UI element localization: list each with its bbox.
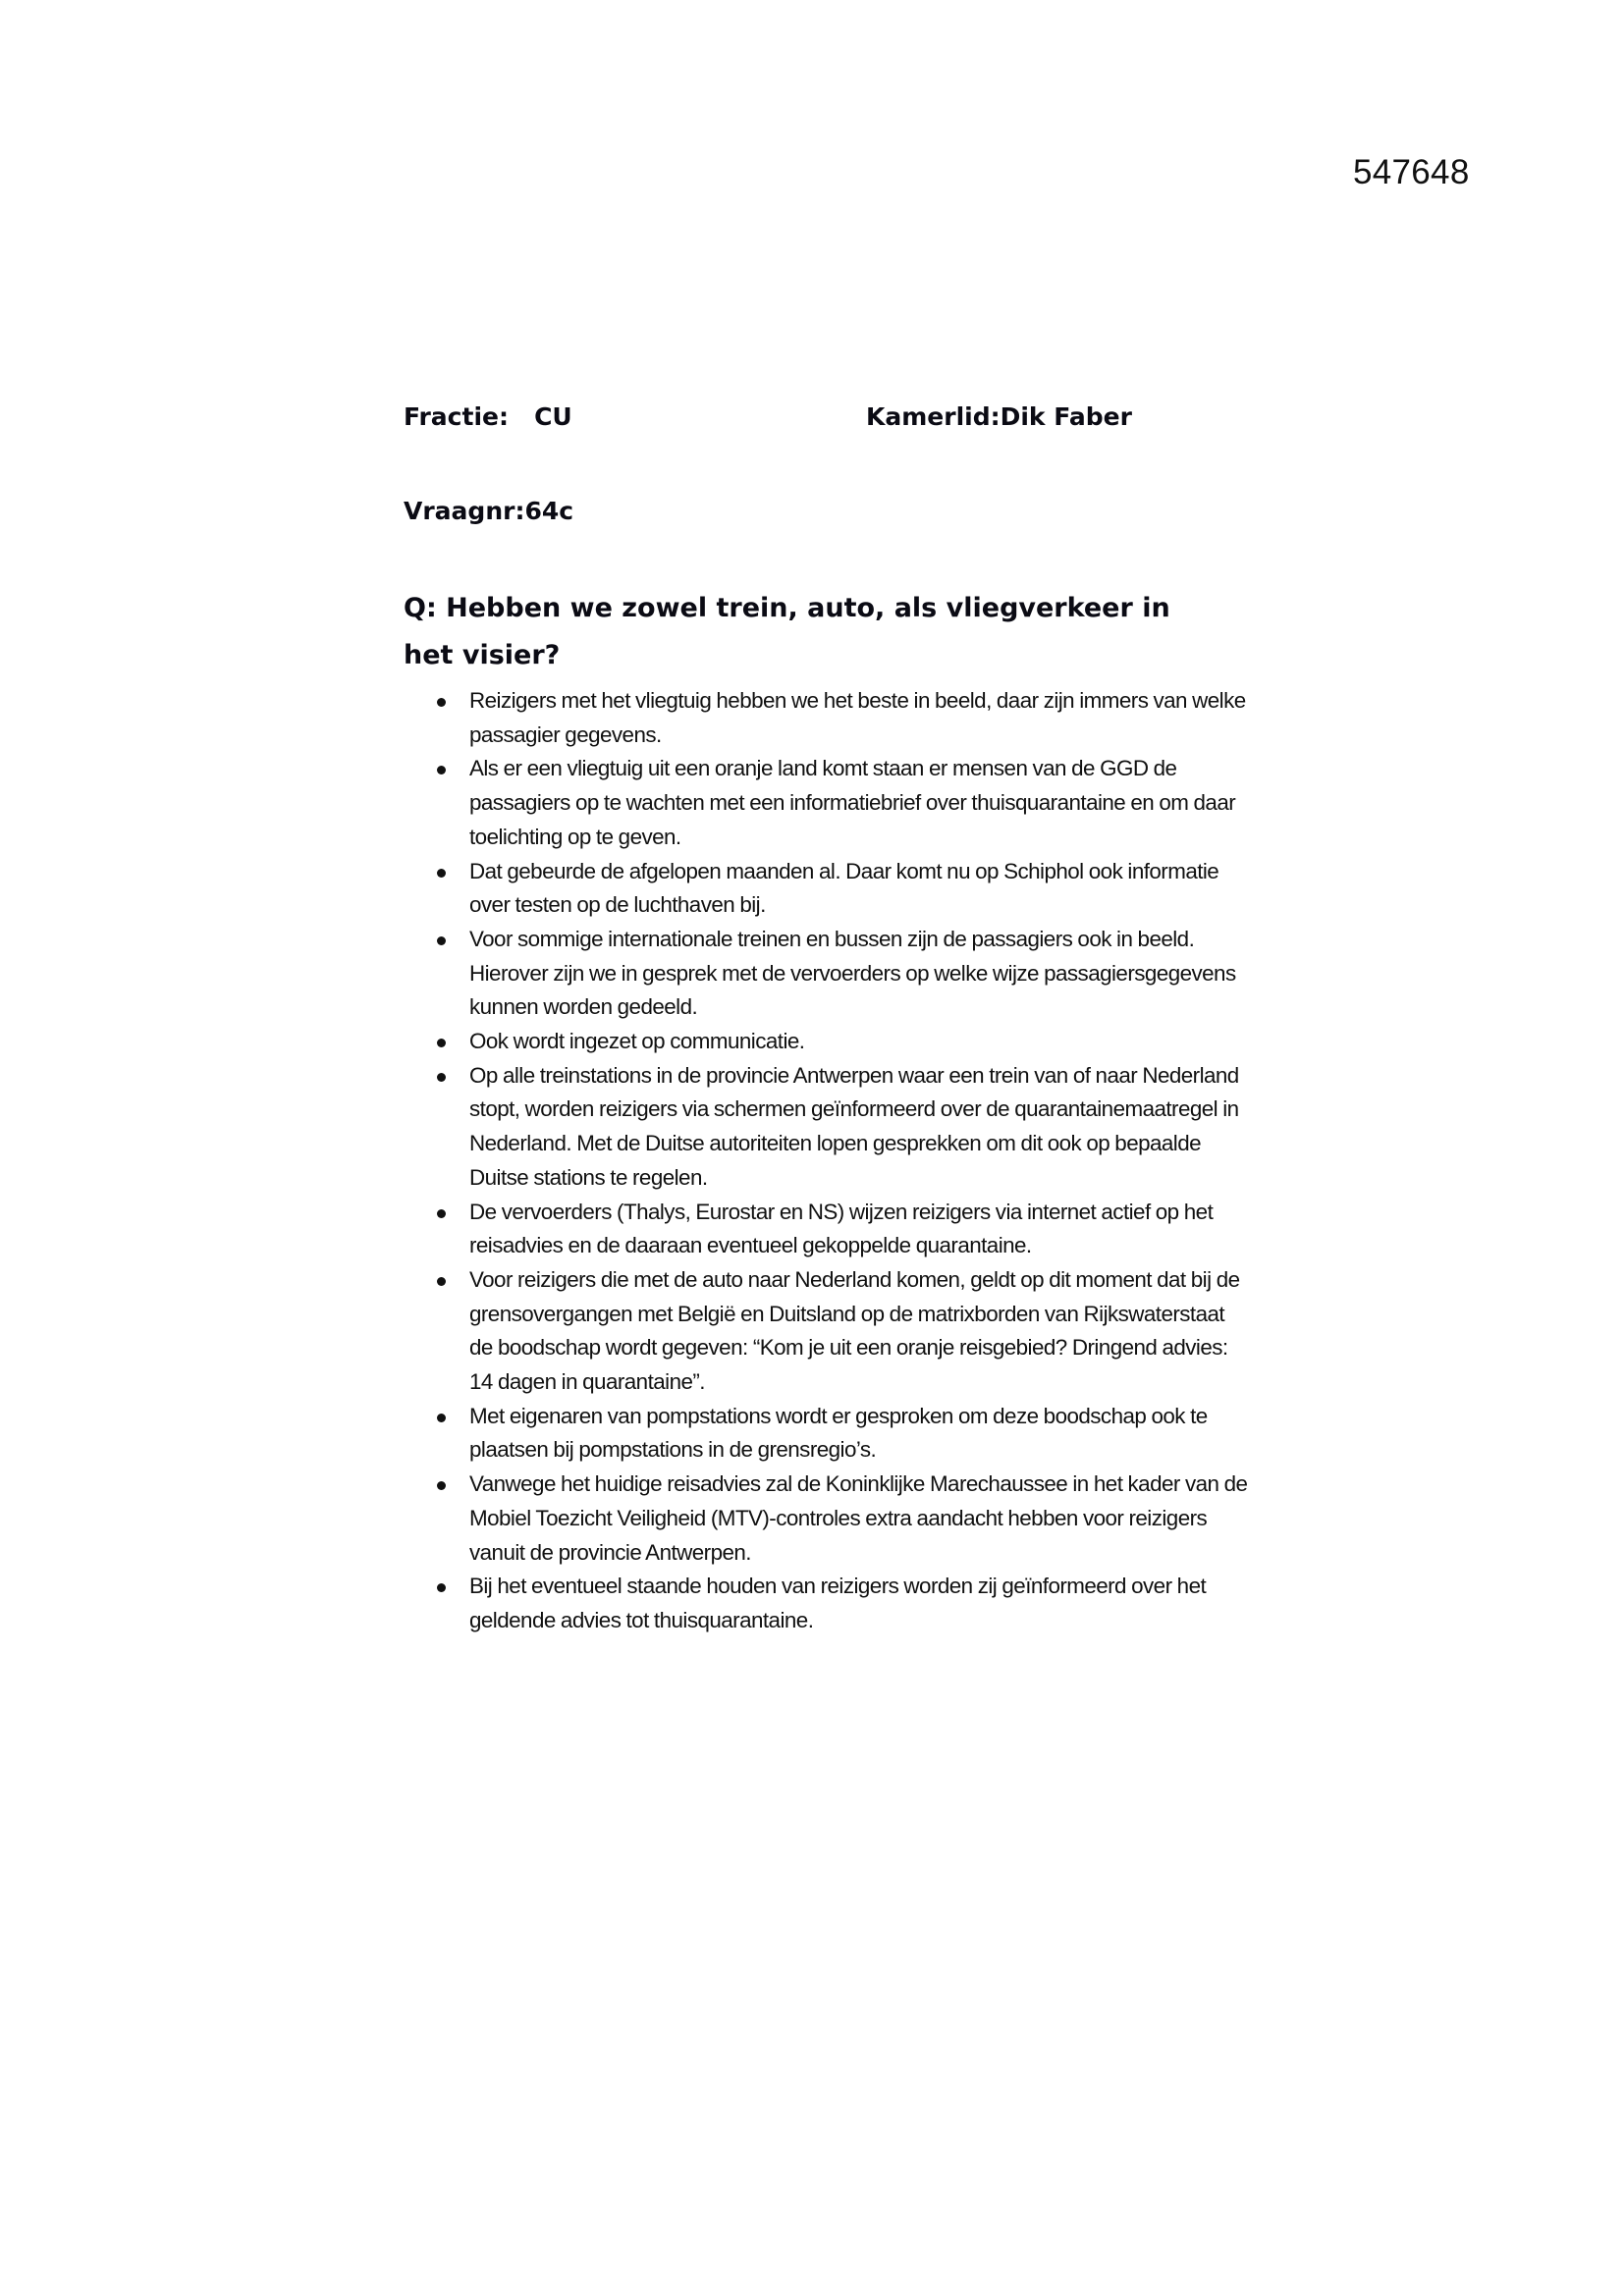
answer-list <box>404 684 1248 1638</box>
answer-text: Met eigenaren van pompstations wordt er gesproken om deze boodschap ook te plaatsen bij pompstations in de grensregio’s. <box>469 1403 1208 1463</box>
answer-text: Reizigers met het vliegtuig hebben we het beste in beeld, daar zijn immers van welke passagier gegevens. <box>469 688 1246 747</box>
bullet-icon <box>437 1583 446 1592</box>
bullet-icon <box>437 766 446 774</box>
bullet-icon <box>437 1414 446 1422</box>
kamerlid-label: Kamerlid:Dik Faber <box>866 402 1132 431</box>
answer-text: Als er een vliegtuig uit een oranje land komt staan er mensen van de GGD de passagiers op te wachten met een informatiebrief over thuisquarantaine en om daar toelichting op te geven. <box>469 756 1236 849</box>
bullet-icon <box>437 1039 446 1047</box>
answer-item <box>404 1468 1248 1570</box>
answer-text: Voor sommige internationale treinen en bussen zijn de passagiers ook in beeld. Hierover zijn we in gesprek met de vervoerders op welke wijze passagiersgegevens kunnen worden gedeeld. <box>469 926 1236 1020</box>
answer-item <box>404 1025 1248 1059</box>
answer-item <box>404 855 1248 923</box>
question-number-label: Vraagnr:64c <box>404 497 574 525</box>
answer-text: De vervoerders (Thalys, Eurostar en NS) wijzen reizigers via internet actief op het reisadvies en de daaraan eventueel gekoppelde quarantaine. <box>469 1199 1214 1258</box>
answer-text: Vanwege het huidige reisadvies zal de Koninklijke Marechaussee in het kader van de Mobiel Toezicht Veiligheid (MTV)-controles extra aandacht hebben voor reizigers vanuit de provincie Antwerpen. <box>469 1471 1248 1565</box>
answer-text: Voor reizigers die met de auto naar Nederland komen, geldt op dit moment dat bij de grensovergangen met België en Duitsland op de matrixborden van Rijkswaterstaat de boodschap wordt gegeven: “Kom je uit een oranje reisgebied? Dringend advies: 14 dagen in quarantaine”. <box>469 1266 1240 1395</box>
answer-text: Dat gebeurde de afgelopen maanden al. Daar komt nu op Schiphol ook informatie over testen op de luchthaven bij. <box>469 858 1219 918</box>
answer-item <box>404 923 1248 1025</box>
answer-text: Bij het eventueel staande houden van reizigers worden zij geïnformeerd over het geldende advies tot thuisquarantaine. <box>469 1574 1207 1632</box>
bullet-icon <box>437 1209 446 1218</box>
answer-item <box>404 1400 1248 1468</box>
question-heading: Q: Hebben we zowel trein, auto, als vliegverkeer in het visier? <box>404 593 1170 670</box>
fractie-label: Fractie: CU <box>404 402 572 431</box>
answer-item <box>404 752 1248 854</box>
bullet-icon <box>437 869 446 878</box>
bullet-icon <box>437 1277 446 1286</box>
answer-item <box>404 1059 1248 1196</box>
bullet-icon <box>437 936 446 945</box>
answer-item <box>404 1263 1248 1400</box>
document-id-number: 547648 <box>1353 153 1470 191</box>
answer-text: Ook wordt ingezet op communicatie. <box>469 1029 805 1054</box>
answer-item <box>404 1196 1248 1263</box>
answer-text: Op alle treinstations in de provincie Antwerpen waar een trein van of naar Nederland stopt, worden reizigers via schermen geïnformeerd over de quarantainemaatregel in Nederland. Met de Duitse autoriteiten lopen gesprekken om dit ook op bepaalde Duitse stations te regelen. <box>469 1062 1239 1190</box>
bullet-icon <box>437 1481 446 1490</box>
bullet-icon <box>437 698 446 707</box>
bullet-icon <box>437 1073 446 1082</box>
answer-item <box>404 684 1248 752</box>
answer-item <box>404 1570 1248 1637</box>
